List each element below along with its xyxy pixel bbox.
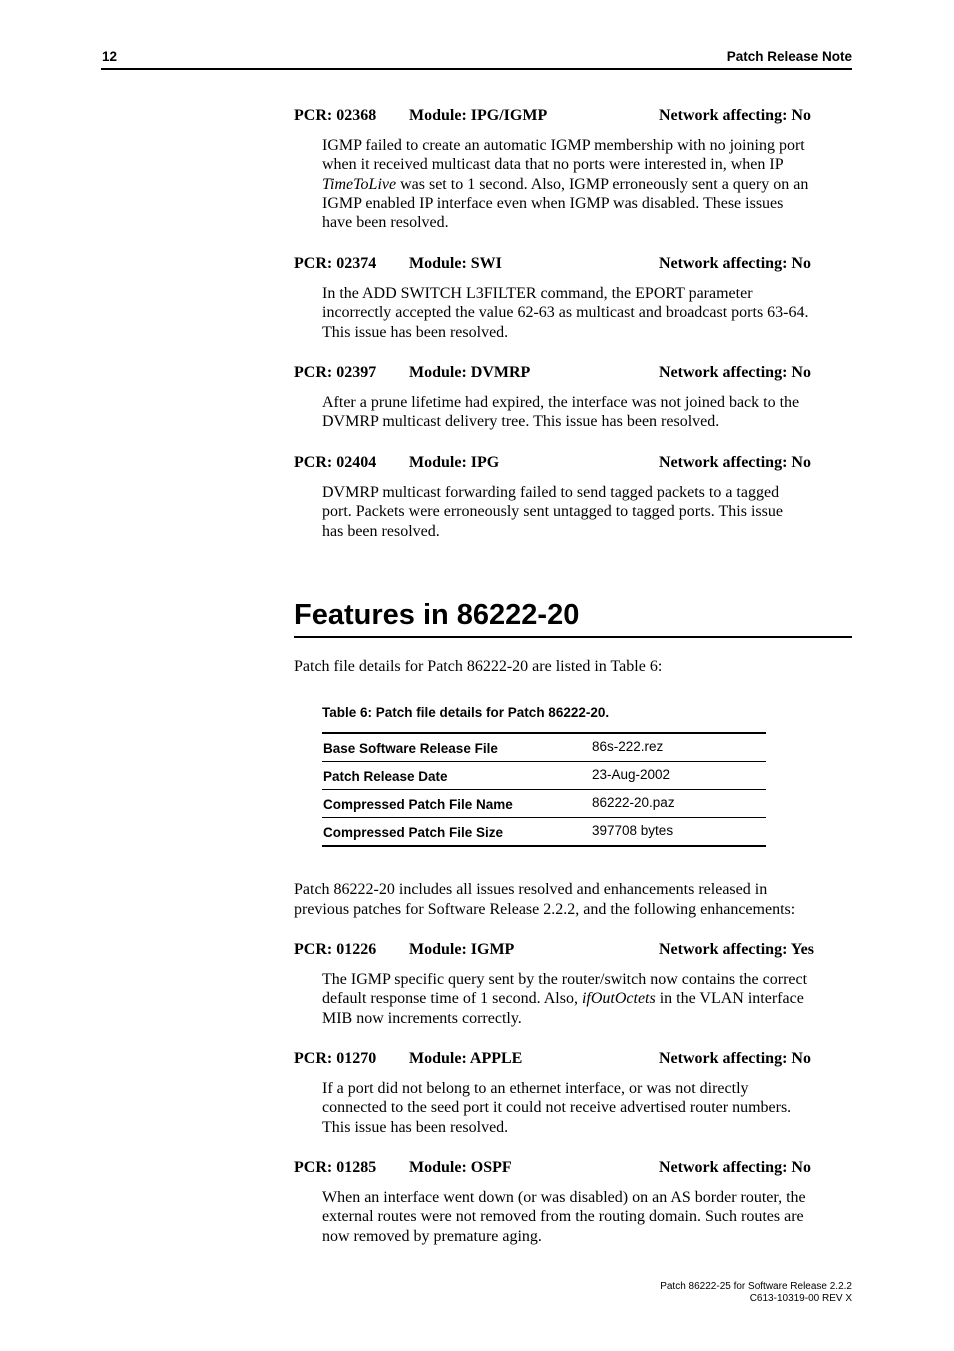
text-line: incorrectly accepted the value 62-63 as multicast and broadcast ports 63-64. (322, 304, 809, 322)
pcr-module: Module: APPLE (409, 1050, 523, 1067)
table-row (322, 734, 766, 762)
patch-details-table (322, 732, 766, 847)
pcr-description (322, 136, 852, 232)
page-header (101, 47, 852, 70)
text-line: Patch 86222-20 includes all issues resolved and enhancements released in (294, 881, 768, 898)
table-row (322, 818, 766, 847)
table-row (322, 790, 766, 818)
pcr-heading (294, 454, 854, 474)
pcr-module: Module: DVMRP (409, 364, 531, 381)
pcr-module: Module: SWI (409, 255, 502, 272)
text-line: DVMRP multicast delivery tree. This issue has been resolved. (322, 413, 720, 431)
table-value: 23-Aug-2002 (592, 767, 671, 782)
section-intro: Patch file details for Patch 86222-20 are listed in Table 6: (294, 658, 663, 675)
pcr-description (322, 284, 852, 342)
pcr-heading (294, 364, 854, 384)
pcr-module: Module: IGMP (409, 941, 515, 958)
table-value: 86222-20.paz (592, 795, 675, 810)
italic-term: TimeToLive (322, 175, 397, 193)
pcr-heading (294, 1159, 854, 1179)
text-fragment: default response time of 1 second. Also, (322, 990, 582, 1008)
table-value: 86s-222.rez (592, 739, 664, 754)
pcr-network-affecting: Network affecting: Yes (659, 941, 814, 958)
pcr-network-affecting: Network affecting: No (659, 1159, 811, 1176)
text-line (322, 989, 852, 1008)
italic-term: ifOutOctets (581, 990, 656, 1008)
pcr-module: Module: OSPF (409, 1159, 512, 1176)
pcr-network-affecting: Network affecting: No (659, 107, 811, 124)
text-line (322, 175, 852, 194)
pcr-description (322, 483, 852, 541)
page-footer (660, 1281, 852, 1305)
pcr-module: Module: IPG/IGMP (409, 107, 548, 124)
text-line: When an interface went down (or was disabled) on an AS border router, the (322, 1189, 806, 1206)
section-summary (294, 880, 854, 920)
text-line: This issue has been resolved. (322, 323, 509, 341)
pcr-number: PCR: 01270 (294, 1050, 377, 1067)
text-line: MIB now increments correctly. (322, 1009, 522, 1027)
text-line: port. Packets were erroneously sent untagged to tagged ports. This issue (322, 503, 783, 521)
pcr-number: PCR: 02374 (294, 255, 377, 272)
text-line: DVMRP multicast forwarding failed to send tagged packets to a tagged (322, 484, 780, 501)
pcr-module: Module: IPG (409, 454, 500, 471)
text-fragment: was set to 1 second. Also, IGMP erroneously sent a query on an (396, 175, 809, 193)
text-fragment: in the VLAN interface (655, 990, 804, 1008)
pcr-heading (294, 1050, 854, 1070)
table-value: 397708 bytes (592, 823, 674, 838)
text-line: If a port did not belong to an ethernet interface, or was not directly (322, 1080, 749, 1097)
text-line: previous patches for Software Release 2.2.2, and the following enhancements: (294, 901, 796, 918)
pcr-description (322, 1188, 852, 1246)
text-line: has been resolved. (322, 522, 440, 540)
table-key: Base Software Release File (323, 741, 498, 756)
section-title: Features in 86222-20 (294, 596, 852, 638)
text-line: The IGMP specific query sent by the router/switch now contains the correct (322, 971, 808, 988)
text-line: connected to the seed port it could not receive advertised router numbers. (322, 1099, 792, 1117)
table-key: Compressed Patch File Name (323, 797, 513, 812)
text-line: This issue has been resolved. (322, 1118, 509, 1136)
pcr-heading (294, 107, 854, 127)
text-line: IGMP enabled IP interface even when IGMP was disabled. These issues (322, 194, 784, 212)
pcr-description (322, 970, 852, 1028)
pcr-network-affecting: Network affecting: No (659, 454, 811, 471)
page-number: 12 (102, 49, 118, 64)
pcr-description (322, 393, 852, 432)
footer-release: Patch 86222-25 for Software Release 2.2.2 (660, 1281, 852, 1292)
table-key: Compressed Patch File Size (323, 825, 504, 840)
table-key: Patch Release Date (323, 769, 448, 784)
text-line: when it received multicast data that no ports were interested in, when IP (322, 156, 784, 174)
text-line: IGMP failed to create an automatic IGMP membership with no joining port (322, 137, 805, 154)
pcr-description (322, 1079, 852, 1137)
pcr-number: PCR: 01226 (294, 941, 377, 958)
pcr-number: PCR: 02368 (294, 107, 377, 124)
text-line: have been resolved. (322, 214, 449, 232)
pcr-network-affecting: Network affecting: No (659, 1050, 811, 1067)
text-line: After a prune lifetime had expired, the interface was not joined back to the (322, 394, 800, 411)
text-line: now removed by premature aging. (322, 1227, 542, 1245)
running-title: Patch Release Note (726, 49, 852, 64)
pcr-heading (294, 255, 854, 275)
pcr-network-affecting: Network affecting: No (659, 255, 811, 272)
pcr-number: PCR: 01285 (294, 1159, 377, 1176)
table-row (322, 762, 766, 790)
pcr-network-affecting: Network affecting: No (659, 364, 811, 381)
footer-doc-number: C613-10319-00 REV X (749, 1293, 852, 1304)
pcr-number: PCR: 02404 (294, 454, 377, 471)
text-line: In the ADD SWITCH L3FILTER command, the EPORT parameter (322, 285, 753, 302)
pcr-number: PCR: 02397 (294, 364, 377, 381)
text-line: external routes were not removed from the routing domain. Such routes are (322, 1208, 804, 1226)
pcr-heading (294, 941, 854, 961)
table-caption: Table 6: Patch file details for Patch 86222-20. (322, 705, 610, 720)
